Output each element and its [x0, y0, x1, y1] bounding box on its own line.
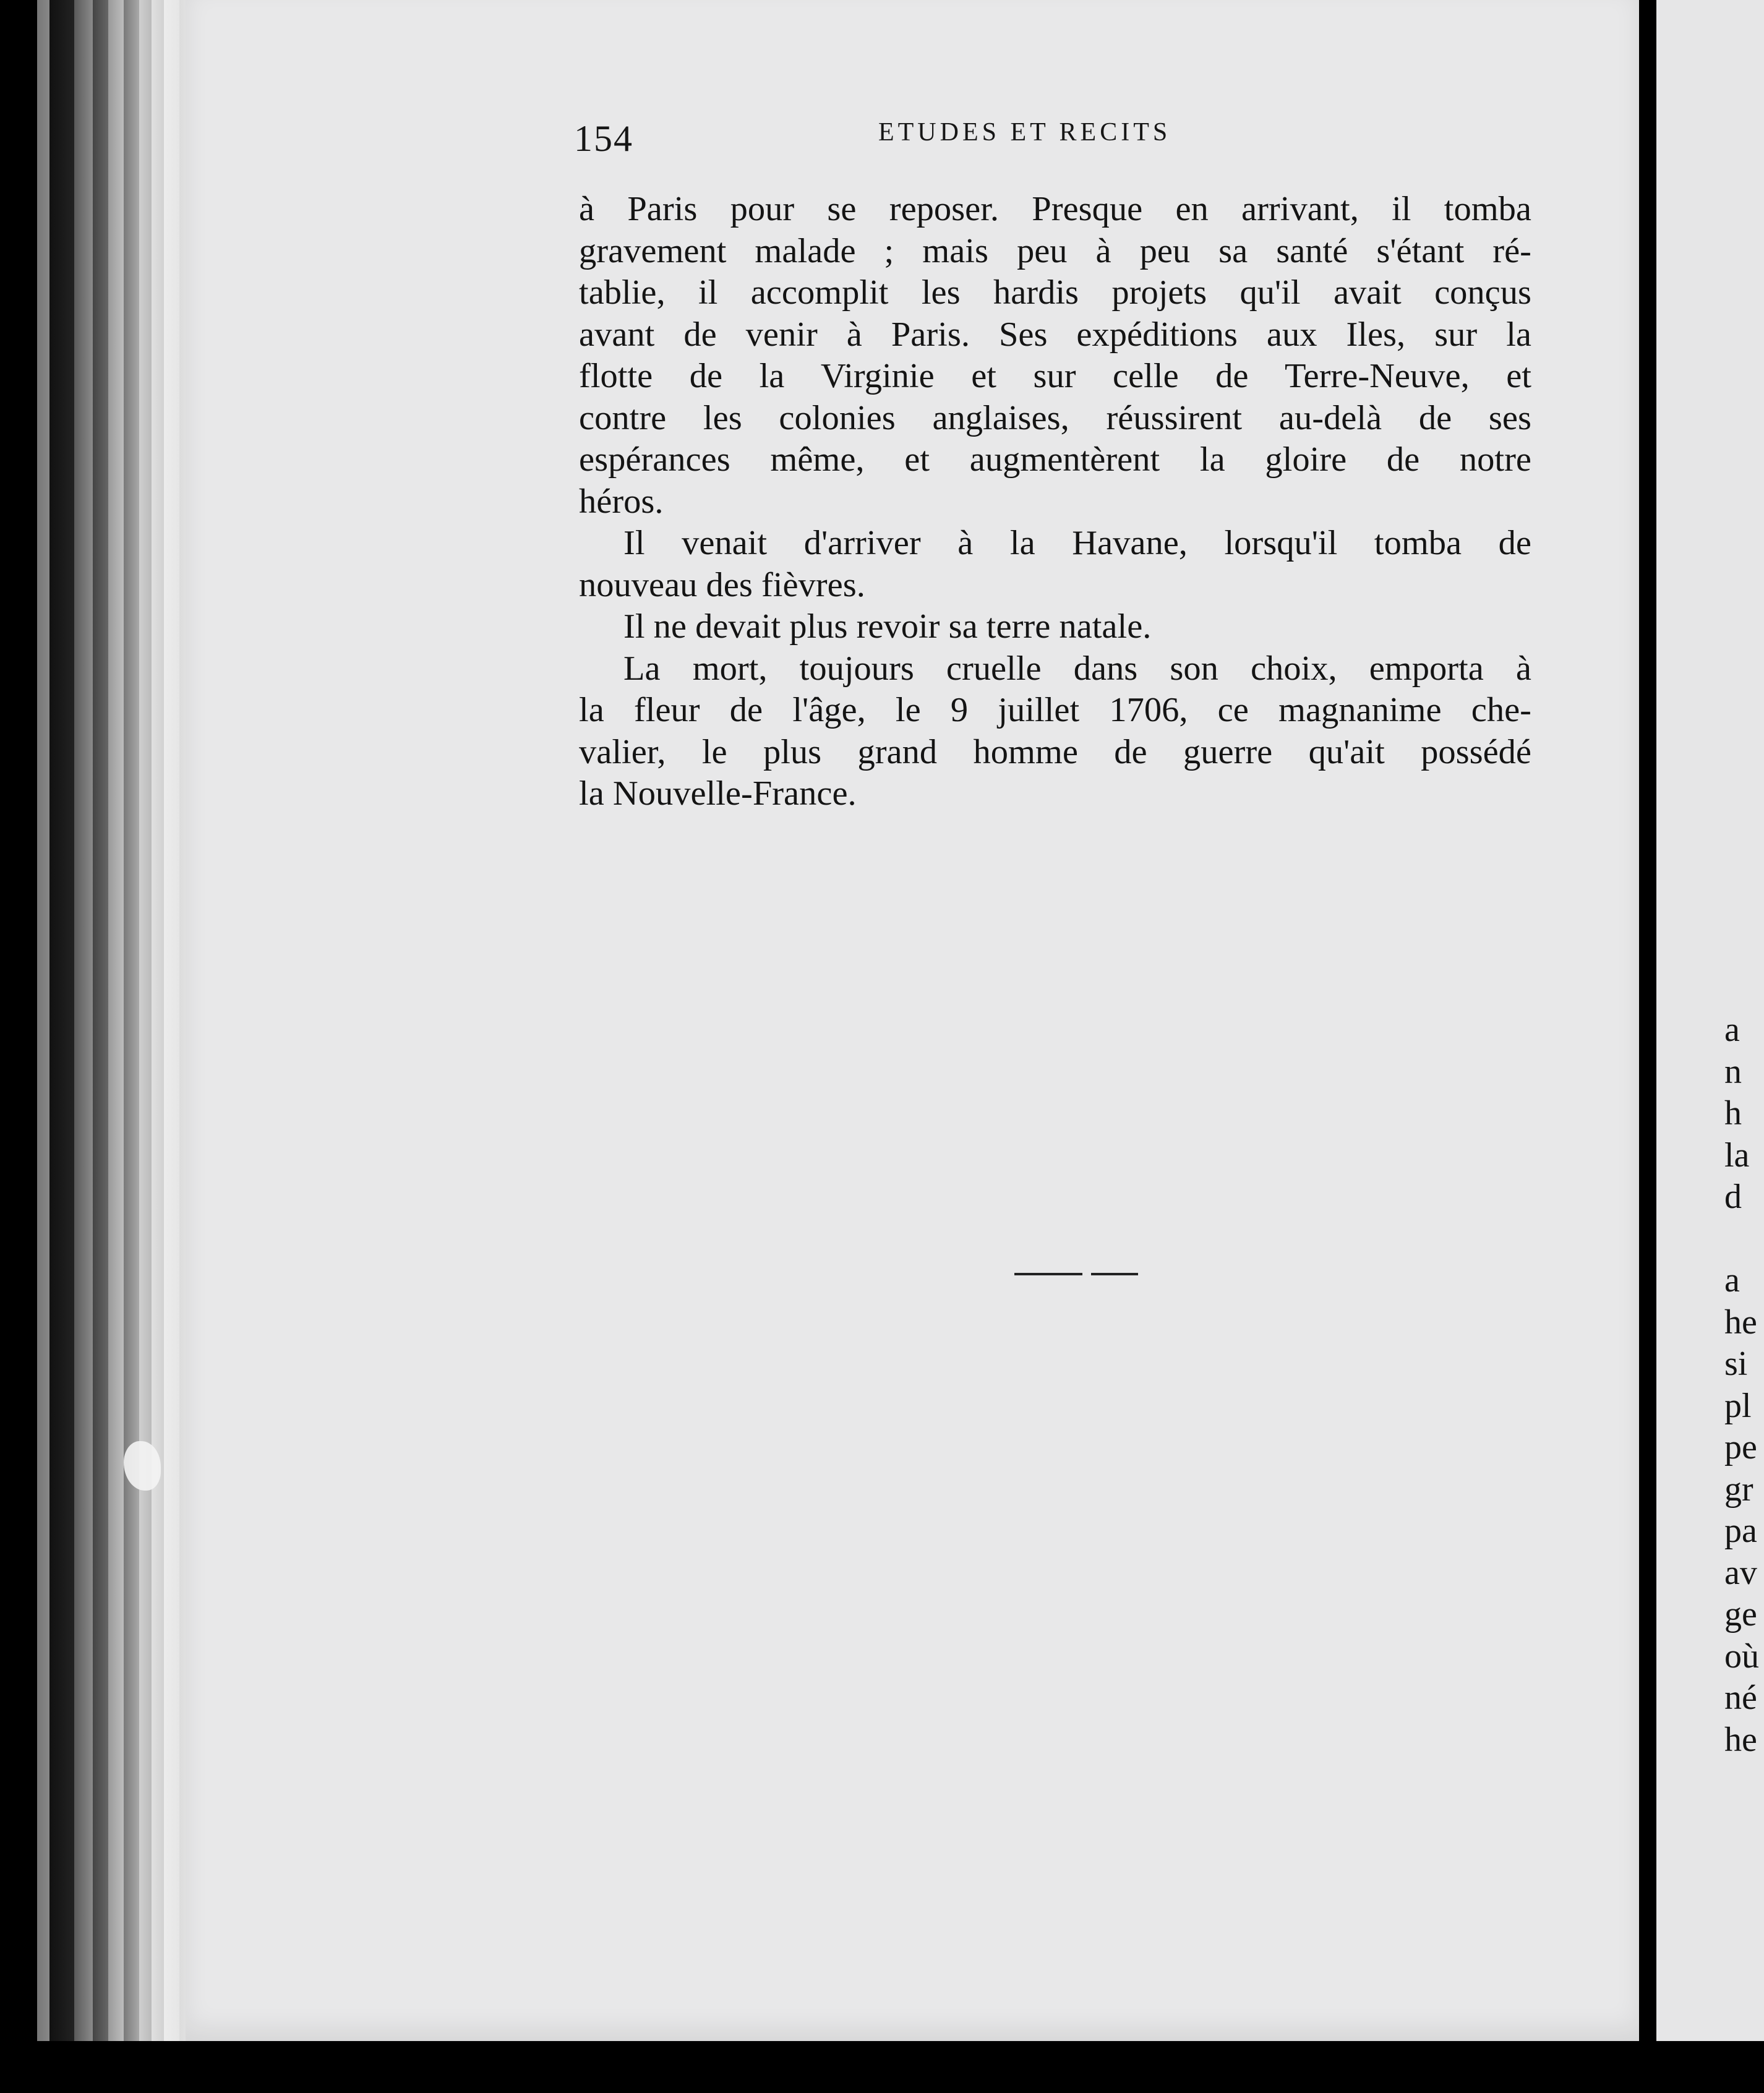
- fragment-line: he: [1724, 1303, 1757, 1342]
- text-line: La mort, toujours cruelle dans son choix, emporta à: [623, 649, 1531, 688]
- fragment-line: pl: [1724, 1386, 1752, 1425]
- fragment-line: a: [1724, 1011, 1740, 1049]
- fragment-line: la: [1724, 1136, 1750, 1175]
- text-line: gravement malade ; mais peu à peu sa santé s'étant ré-: [579, 231, 1531, 270]
- fragment-line: ge: [1724, 1595, 1757, 1633]
- text-line: la fleur de l'âge, le 9 juillet 1706, ce magnanime che-: [579, 691, 1531, 729]
- text-line: contre les colonies anglaises, réussirent au-delà de ses: [579, 398, 1531, 437]
- text-line: Il venait d'arriver à la Havane, lorsqu'il tomba de: [623, 524, 1531, 562]
- section-end-rule: [1014, 1273, 1138, 1275]
- text-line: Il ne devait plus revoir sa terre natale.: [623, 607, 1152, 646]
- fragment-line: h: [1724, 1094, 1742, 1132]
- fragment-line: n: [1724, 1052, 1742, 1091]
- book-page-edges: [0, 0, 198, 2093]
- fragment-line: a: [1724, 1261, 1740, 1299]
- fragment-line: he: [1724, 1720, 1757, 1759]
- running-head: ETUDES ET RECITS: [878, 118, 1171, 147]
- text-line: la Nouvelle-France.: [579, 774, 857, 813]
- fragment-line: où: [1724, 1637, 1759, 1676]
- text-line: tablie, il accomplit les hardis projets qu'il avait conçus: [579, 273, 1531, 312]
- facing-page-text-fragment: [1724, 1009, 1764, 1761]
- text-line: avant de venir à Paris. Ses expéditions aux Iles, sur la: [579, 315, 1531, 354]
- fragment-line: né: [1724, 1679, 1757, 1717]
- text-line: à Paris pour se reposer. Presque en arrivant, il tomba: [579, 190, 1531, 228]
- fragment-line: gr: [1724, 1470, 1753, 1509]
- text-line: nouveau des fièvres.: [579, 565, 865, 604]
- fragment-line: pe: [1724, 1428, 1757, 1466]
- text-line: valier, le plus grand homme de guerre qu'ait possédé: [579, 732, 1531, 771]
- body-text: [579, 189, 1531, 815]
- fragment-line: av: [1724, 1553, 1757, 1592]
- scan-bottom-border: [0, 2041, 1764, 2093]
- book-gutter: [1639, 0, 1656, 2093]
- page-number: 154: [574, 118, 633, 159]
- text-line: espérances même, et augmentèrent la gloire de notre: [579, 440, 1531, 479]
- fragment-line: d: [1724, 1178, 1742, 1216]
- text-line: héros.: [579, 482, 664, 521]
- fragment-line: si: [1724, 1345, 1748, 1383]
- fragment-gap: [1724, 1218, 1764, 1261]
- text-line: flotte de la Virginie et sur celle de Terre-Neuve, et: [579, 357, 1531, 395]
- fragment-line: pa: [1724, 1512, 1757, 1550]
